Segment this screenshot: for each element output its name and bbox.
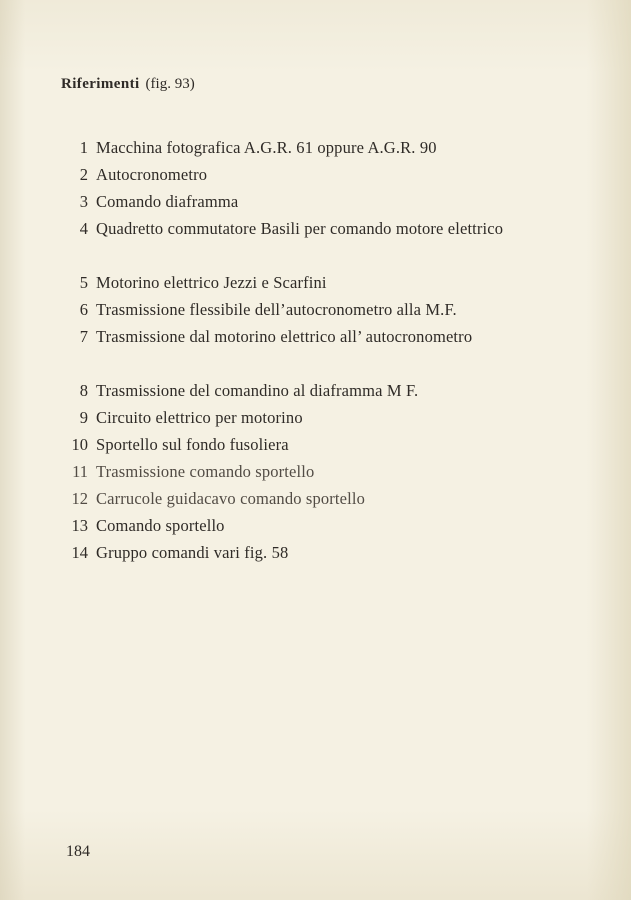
- item-text: Carrucole guidacavo comando sportello: [96, 489, 366, 508]
- list-item: [0, 377, 631, 404]
- list-item: [0, 512, 631, 539]
- item-text: Circuito elettrico per motorino: [96, 408, 303, 427]
- item-text: Comando sportello: [96, 516, 225, 535]
- list-item: [0, 485, 631, 512]
- list-item: [0, 269, 631, 296]
- item-number: 10: [71, 435, 88, 454]
- item-number: 7: [79, 327, 88, 346]
- page-number: 184: [66, 843, 90, 860]
- item-text: Motorino elettrico Jezzi e Scarfini: [96, 273, 327, 292]
- item-number: 6: [79, 300, 88, 319]
- list-item: [0, 161, 631, 188]
- item-number: 11: [72, 462, 88, 481]
- list-item: [0, 404, 631, 431]
- item-text: Macchina fotografica A.G.R. 61 oppure A.G.R. 90: [96, 138, 437, 157]
- item-number: 2: [79, 165, 88, 184]
- list-item: [0, 215, 631, 269]
- item-text: Quadretto commutatore Basili per comando motore elettrico: [96, 219, 504, 238]
- item-number: 9: [79, 408, 88, 427]
- item-number: 14: [71, 543, 88, 562]
- list-item: [0, 323, 631, 377]
- item-number: 5: [79, 273, 88, 292]
- list-item: [0, 188, 631, 215]
- item-number: 1: [79, 138, 88, 157]
- item-number: 8: [79, 381, 88, 400]
- item-text: Trasmissione comando sportello: [96, 462, 315, 481]
- list-item: [0, 539, 631, 566]
- item-number: 13: [71, 516, 88, 535]
- references-list: [0, 134, 631, 566]
- item-number: 4: [79, 219, 88, 238]
- item-text: Trasmissione flessibile dell’autocronometro alla M.F.: [96, 300, 457, 319]
- item-text: Trasmissione dal motorino elettrico all’ autocronometro: [96, 327, 473, 346]
- item-text: Comando diaframma: [96, 192, 239, 211]
- list-item: [0, 431, 631, 458]
- item-text: Trasmissione del comandino al diaframma M F.: [96, 381, 419, 400]
- list-item: [0, 134, 631, 161]
- item-text: Gruppo comandi vari fig. 58: [96, 543, 289, 562]
- list-item: [0, 296, 631, 323]
- show-through-title: [92, 96, 100, 119]
- references-heading: [61, 76, 195, 93]
- list-item: [0, 458, 631, 485]
- heading-bold: Riferimenti: [61, 76, 140, 92]
- item-number: 3: [79, 192, 88, 211]
- item-text: Autocronometro: [96, 165, 208, 184]
- item-text: Sportello sul fondo fusoliera: [96, 435, 289, 454]
- item-number: 12: [71, 489, 88, 508]
- heading-figure-ref: (fig. 93): [145, 76, 195, 92]
